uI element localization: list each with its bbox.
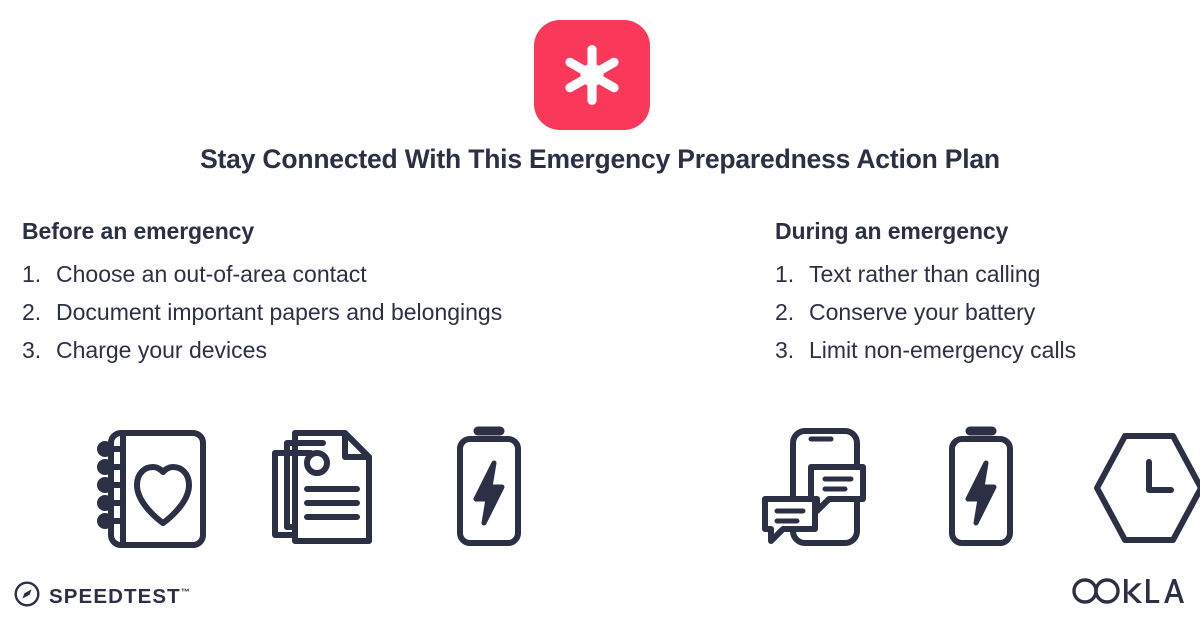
hexagon-clock-icon — [1084, 418, 1200, 558]
speedtest-footer-logo — [14, 581, 190, 612]
speedtest-asterisk-icon — [560, 43, 624, 107]
notebook-heart-icon — [88, 418, 218, 558]
steps-list-before — [22, 255, 742, 369]
list-item: Text rather than calling — [809, 261, 1041, 287]
trademark-symbol: ™ — [180, 586, 190, 597]
icon-row-before — [88, 418, 554, 558]
page-title: Stay Connected With This Emergency Preparedness Action Plan — [200, 144, 1000, 174]
battery-lightning-icon — [916, 418, 1046, 558]
speedtest-gauge-icon — [14, 581, 40, 612]
column-title: During an emergency — [775, 218, 1009, 244]
list-item: Charge your devices — [56, 337, 267, 363]
column-during-emergency — [775, 218, 1195, 369]
list-item: Limit non-emergency calls — [809, 337, 1077, 363]
stacked-documents-icon — [256, 418, 386, 558]
phone-message-icon — [748, 418, 878, 558]
battery-lightning-icon — [424, 418, 554, 558]
column-before-emergency — [22, 218, 742, 369]
list-item: Conserve your battery — [809, 299, 1036, 325]
list-item: Choose an out-of-area contact — [56, 261, 367, 287]
steps-list-during — [775, 255, 1195, 369]
speedtest-wordmark: SPEEDTEST™ — [49, 584, 190, 608]
speedtest-app-mark — [534, 20, 650, 130]
ookla-footer-logo — [1072, 578, 1184, 610]
ookla-wordmark — [1072, 578, 1184, 610]
list-item: Document important papers and belongings — [56, 299, 503, 325]
column-title: Before an emergency — [22, 218, 255, 244]
icon-row-during — [748, 418, 1200, 558]
